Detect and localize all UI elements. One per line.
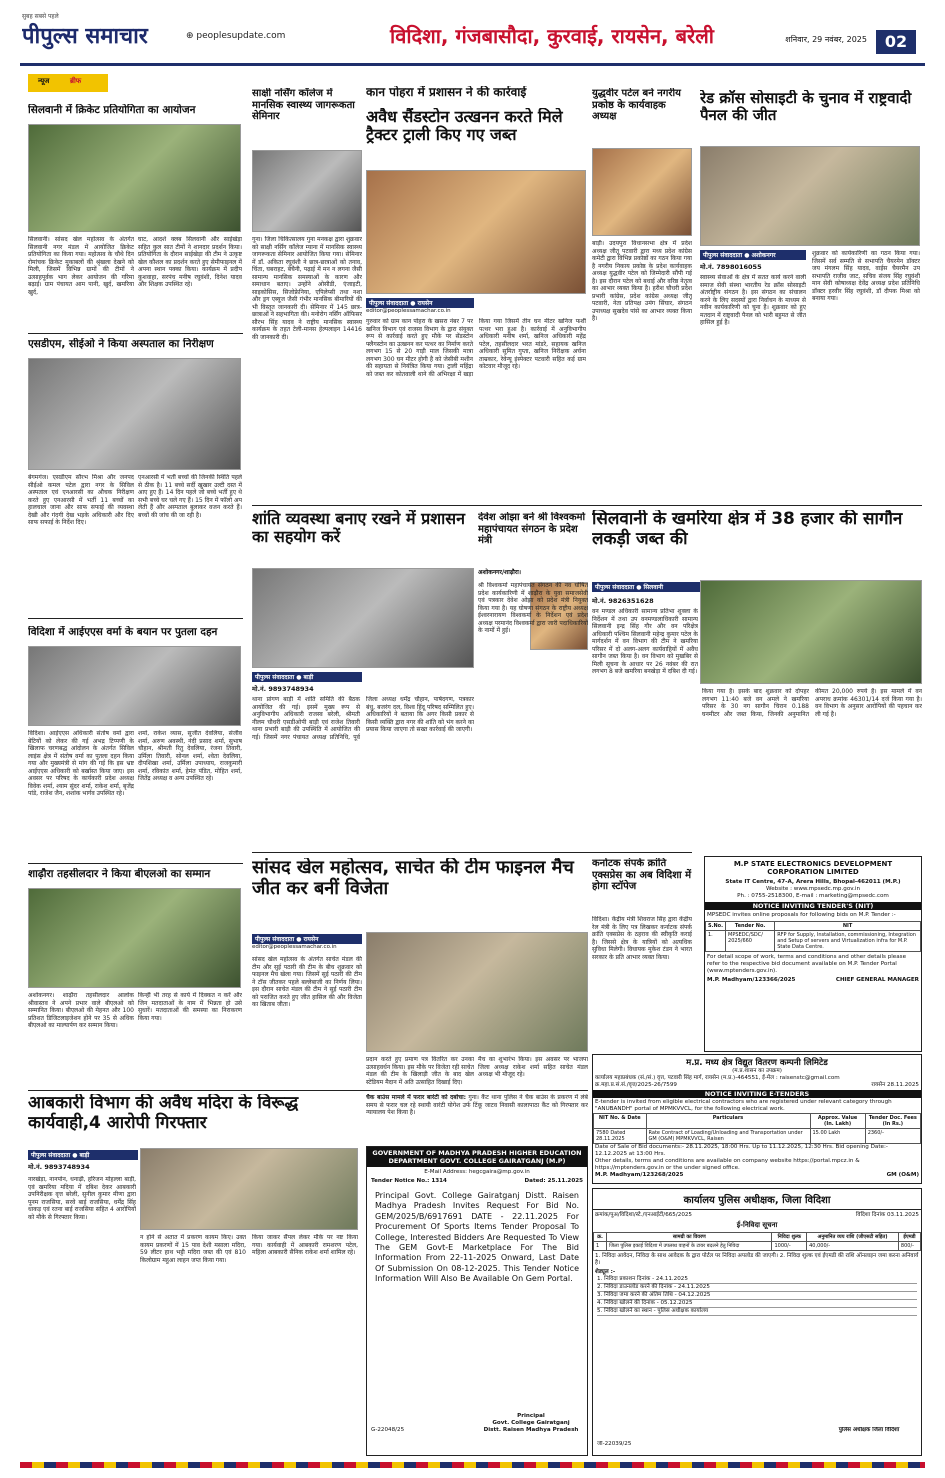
- college-dated: Dated: 25.11.2025: [524, 1177, 583, 1184]
- police-notice: ई-निविदा सूचना: [736, 1220, 778, 1229]
- s3-byline: पीपुल्स संवाददाता ● रायसेन: [366, 298, 474, 308]
- brand-logo[interactable]: [22, 12, 202, 52]
- college-sign2: Govt. College Gairatganj: [492, 1419, 570, 1426]
- cell: 40,000/-: [807, 1241, 899, 1250]
- police-refrow: [593, 1210, 921, 1221]
- mpvvcl-ad: [592, 1054, 922, 1184]
- s3-body: गुरुवार को ग्राम कान पोहरा के खसरा नंबर 7 पर खनिज विभाग एवं राजस्व विभाग के द्वारा संयुक्त रूप से कार्रवाई करते हुए मौके पर सेंडस्टोन फ्लैगस्टोन का उत्खनन कर पत्थर का निर्माण करते लगभग 15 से 20 गाड़ी माल जिसकी मात्रा लगभग 300 घन मीटर होगी है को जेसीबी मशीन की सहायता से नियंत्रित किया गया। ट्राली महिंद्रा को जब्त कर कोतवाली थाने की अभिरक्षा में खड़ा किया गया जिसमें तीन घन मीटर खनिज फर्शी पत्थर भरा हुआ है। कार्रवाई में अनुविभागीय अधिकारी मनीष शर्मा, खनिज अधिकारी महेंद्र पटेल, तहसीलदार भरत मांडरे, सहायक खनिज अधिकारी सुमित गुप्ता, खनिज निरीक्षक अर्चना ताम्रकार, रेवेन्यू इंस्पेक्टर पटवारी सहित कई ग्राम कोटवार मौजूद रहे।: [366, 318, 586, 378]
- s6-title: एसडीएम, सीईओ ने किया अस्पताल का निरीक्षण: [28, 338, 214, 350]
- s12-title: कर्नाटक संपर्क क्रांति एक्सप्रेस का अब विदिशा में होगा स्टॉपेज: [592, 858, 692, 892]
- mpsedc-ad: [704, 856, 922, 1052]
- s8-body: श्री विश्वकर्मा महापंचायत संगठन की नव घोषित प्रदेश कार्यकारिणी में शाढ़ौरा के युवा समाजसेवी एवं पत्रकार देवेश ओझा को प्रदेश मंत्री नियुक्त किया गया है। यह घोषणा संगठन के राष्ट्रीय अध्यक्ष ईश्वरनारायण विश्वकर्मा के निर्देशन एवं प्रदेश अध्यक्ष परमानंद विश्वकर्मा द्वारा जारी पदाधिकारियों के नामों में हुई।: [478, 582, 588, 634]
- footer-strip: [20, 1462, 925, 1468]
- mpvvcl-office: कार्यालय महाप्रबंधक (सं./सं.) वृत्त, पटवारी सिंह मार्ग, रायसेन (म.प्र.)-464551, ई-मेल : raisenstc@gmail.com: [595, 1074, 840, 1081]
- mpvvcl-madhyam: M.P. Madhyam/123268/2025: [595, 1171, 684, 1178]
- divider: [252, 505, 922, 506]
- mpsedc-footer: For detail scope of work, terms and conditions and other details please refer to the respective bid document available on M.P. Tender Portal (www.mptenders.gov.in).: [707, 953, 907, 974]
- col-value: Approx. Value (In. Lakh): [810, 1113, 865, 1128]
- col-item: सामग्री का विवरण: [607, 1232, 772, 1241]
- s9-photo: [700, 580, 922, 684]
- s11-photo: [366, 932, 588, 1052]
- mpvvcl-date: रायसेन 28.11.2025: [871, 1081, 919, 1088]
- s9-body: वन मण्डल अधिकारी सामान्य प्रतिभा शुक्ला के निर्देशन में तथा उप वनमण्डलाधिकारी सामान्य सिलवानी इन्द्र सिंह गौर और वन परिक्षेत्र अधिकारी पश्चिम सिलवानी महेन्द्र कुमार पटेल के मार्गदर्शन में वन विभाग की टीम ने खमरिया परिसर में दो अलग-अलग कार्यवाहियों में अवैध सागौन जब्त किया है। वन विभाग को मुखबिर से मिली सूचना के आधार पर 26 नवंबर की रात लगभग 8 बजे खमरिया बनखेड़ा में दबिश दी गई।: [592, 608, 698, 675]
- s10-title: विदिशा में आईएएस वर्मा के बयान पर पुतला दहन: [28, 626, 218, 638]
- table-row: [706, 930, 921, 951]
- s11-body: सांसद खेल महोत्सव के अंतर्गत साचेत मंडल की टीम और सुई पठारी की टीम के बीच शुक्रवार को फाइनल मैच खेला गया। जिसमें सुई पठारी की टीम ने टॉस जीतकर पहले बल्लेबाजी का निर्णय लिया। इस दौरान साचेत मंडल की टीम ने सुई पठारी टीम को पराजित करते हुए जीत हासिल की और विजेता का खिताब जीता।: [252, 956, 362, 1008]
- divider: [28, 863, 243, 864]
- brand-name: पीपुल्स समाचार: [22, 24, 148, 49]
- cell: जिला पुलिस इकाई विदिशा में उपलब्ध वाहनों के टायर बदलने हेतु निविदा: [607, 1241, 772, 1250]
- schedule-row: 4. निविदा खोलने की दिनांक - 05.12.2025: [597, 1300, 917, 1308]
- police-schedule-list: [593, 1276, 921, 1316]
- divider: [28, 618, 243, 619]
- s6-body2: एनआरसी में भर्ती बच्चों की जिनकी स्थिति पहले से ठीक है। 11 बच्चे सर्दी खुखार उल्टी दस्त में आए हुए हैं। 14 दिन पहले जो बच्चे भर्ती हुए थे सभी बच्चे घर चले गए हैं। 15 दिन में फॉलो अप लेती हैं और अस्पताल बुलाकर वजन करते हैं। बच्चों की जांच की जा रही है।: [138, 474, 242, 519]
- s7-byline: पीपुल्स संवाददाता ● बाड़ी: [252, 672, 362, 682]
- schedule-row: 2. निविदा डाउनलोड करने की दिनांक - 24.11.2025: [597, 1284, 917, 1292]
- s5-phone: मो.नं. 7898016055: [700, 263, 762, 271]
- police-code: जी-22039/25: [597, 1441, 632, 1447]
- table-row: [594, 1241, 921, 1250]
- college-code: G-22048/25: [371, 1427, 405, 1433]
- s2-title: साक्षी नर्सिंग कॉलेज में मानसिक स्वास्थ्य जागरूकता सेमिनार: [252, 88, 355, 122]
- edition-title: विदिशा, गंजबासौदा, कुरवाई, रायसेन, बरेली: [390, 24, 714, 48]
- police-date: विदिशा दिनांक 03.11.2025: [855, 1212, 919, 1218]
- s9-phone: मो.नं. 9826351628: [592, 597, 654, 605]
- site-text: peoplesupdate.com: [196, 31, 286, 41]
- mpvvcl-body: E-tender is invited from eligible electrical contractors who are registered under relevant category through "ANUBANDH" portal of MPMKVVCL, for the following electrical work.: [595, 1098, 892, 1112]
- s3-title-b: अवैध सैंडस्टोन उत्खनन करते मिले ट्रैक्टर ट्राली किए गए जब्त: [366, 108, 563, 145]
- news-brief-a: न्यूज: [38, 77, 50, 85]
- college-title: GOVERNMENT OF MADHYA PRADESH HIGHER EDUCATION DEPARTMENT GOVT. COLLEGE GAIRATGANJ (M.P): [367, 1147, 587, 1167]
- police-title: कार्यालय पुलिस अधीक्षक, जिला विदिशा: [593, 1189, 921, 1210]
- mpvvcl-refrow: [593, 1082, 921, 1089]
- s13-body: अशोकनगर। शाढ़ौरा तहसीलदार आलोक श्रीवास्तव ने अपने प्रभार वाले बीएलओ को सम्मानित किया। बीएलओ की मेहनत और 100 प्रतिशत डिजिटलाइजेशन होने पर 35 से अधिक बीएलओ का माल्यार्पण कर सम्मान किया।: [28, 992, 134, 1029]
- s4-title: युद्धवीर पटेल बने नगरीय प्रकोष्ठ के कार्यवाहक अध्यक्ष: [592, 88, 681, 122]
- s7-phone: मो.नं. 9893748934: [252, 685, 314, 693]
- police-ad: [592, 1188, 922, 1456]
- col-fee: Tender Doc. Fees (In Rs.): [865, 1113, 920, 1128]
- mpsedc-title: M.P STATE ELECTRONICS DEVELOPMENT CORPORATION LIMITED: [733, 860, 893, 876]
- divider: [28, 1090, 588, 1091]
- college-tno: Tender Notice No.: 1314: [371, 1177, 447, 1184]
- s10-body2: शर्मा, राकेश व्यास, सुजीत देवलिया, संजीव शर्मा, अरुण अवस्थी, नंदी प्रसाद शर्मा, सुभाष चौहान, श्रीमती रितु देवलिया, रंजना तिवारी, उर्मिला तिवारी, सोनल शर्मा, श्वेता देवलिया, दीपशिखा शर्मा, उर्मिला उपाध्याय, राजकुमारी शर्मा, रविकांत शर्मा, हेमंत पंडित, मोहित शर्मा, जितेंद्र अध्यक्ष व अन्य उपस्थित रहे।: [138, 730, 242, 782]
- police-table: [593, 1232, 921, 1251]
- s1-body2: घाट, आदर्श क्लब सिलवानी और साईखेड़ा सहित कुल सात टीमों ने शानदार प्रदर्शन किया। प्रतियोगिता के दौरान साईखेड़ा की टीम ने उत्कृष्ट खेल कौशल का प्रदर्शन करते हुए सेमीफाइनल में अपना स्थान पक्का किया। कार्यक्रम में प्रदीप कुशवाहा, सरपंच मनीष रघुवंशी, दिनेश यादव और शिक्षक उपस्थित रहे।: [138, 236, 242, 288]
- cell: 7580 Dated 28.11.2025: [594, 1128, 647, 1143]
- s14-body3: किया जाकर सैंपल लेकर मौके पर नष्ट किया गया। कार्यवाही में आबकारी रामशरण पटेल, महिला आबकारी सैनिक राकेश शर्मा शामिल रहे।: [252, 1234, 358, 1256]
- s4-photo: [592, 148, 692, 236]
- college-body: Principal Govt. College Gairatganj Distt. Raisen Madhya Pradesh Invites Request For Bid No. GEM/2025/B/6917691 DATE - 22.11.2025 For Procurement Of Sports Items Tender Proposal To College, Interested Bidders Are Requested To View The GEM Govt-E Marketplace For The Bid Information From 22-11-2025 Onward, Last Date Of Submission On 08-12-2025. This Tender Notice Information Will Also Be Available On Gem Portal.: [375, 1190, 579, 1284]
- s13-body2: किन्हीं भी तरह से कार्य में दिक्कत न करें और जिन मतदाताओं के नाम में भिन्नता हो उसे सुधारें। मतदाताओं की समस्या का निराकरण किया गया।: [138, 992, 242, 1022]
- college-sign3: Distt. Raisen Madhya Pradesh: [483, 1426, 579, 1433]
- mpsedc-address: State IT Centre, 47-A, Arera Hills, Bhopal-462011 (M.P.): [725, 879, 901, 885]
- col-tender: Tender No.: [726, 921, 775, 930]
- mpvvcl-notice: NOTICE INVITING E-TENDERS: [593, 1090, 921, 1098]
- col-nit: NIT No. & Date: [594, 1113, 647, 1128]
- police-sched: शेड्यूल :-: [595, 1268, 616, 1275]
- s6-body: बेगमगंज। एसडीएम सौरभ मिश्रा और जनपद सीईओ कमल पटेल द्वारा नगर के सिविल अस्पताल एवं एनआरसी का औचक निरीक्षण करते हुए एनआरसी में भर्ती 11 बच्चों का हालचाल जाना और साफ सफाई की व्यवस्था देखी और गंदगी देख भड़के अधिकारी और दिए साफ सफाई के निर्देश दिए।: [28, 474, 134, 526]
- mpsedc-ref: M.P. Madhyam/123366/2025: [707, 976, 796, 983]
- s3-email: editor@peoplessamachar.co.in: [366, 308, 451, 314]
- schedule-row: 3. निविदा जमा करने की अंतिम तिथि - 04.12.2025: [597, 1292, 917, 1300]
- mpsedc-sign: CHIEF GENERAL MANAGER: [835, 976, 919, 983]
- s13-title: शाढ़ौरा तहसीलदार ने किया बीएलओ का सम्मान: [28, 868, 211, 880]
- masthead: [0, 0, 945, 70]
- mpvvcl-ref: क्र.महा.प्र.सं.सं./वृत्त/2025-26/7599: [595, 1081, 677, 1088]
- college-ad: [366, 1146, 588, 1456]
- cell: 15.00 Lakh: [810, 1128, 865, 1143]
- s12-body: विदिशा। केंद्रीय मंत्री शिवराज सिंह द्वारा केंद्रीय रेल मंत्री के लिए पत्र लिखकर कर्नाटक संपर्क क्रांति एक्सप्रेस के ठहराव की स्वीकृति कराई है। जिससे क्षेत्र के यात्रियों को अत्यधिक सुविधा मिलेगी। विधायक मुकेश टंडन ने भारत सरकार के प्रति आभार व्यक्त किया।: [592, 916, 692, 961]
- s14-body2: न होने से अतात में प्रकरण कायम किए। उक्त कायम प्रकरणों में 15 पाव देशी मसाला मदिरा, 59 लीटर हाथ भट्टी मदिरा जब्त की एवं 810 किलोग्राम महुआ लाहन जप्त किया गया।: [140, 1234, 246, 1264]
- col-emd: ईएमडी: [898, 1232, 920, 1241]
- mpsedc-phone: Ph. : 0755-2518300, E-mail : marketing@mpsedc.com: [737, 892, 889, 899]
- s11-email: editor@peoplessamachar.co.in: [252, 944, 337, 950]
- s8-title: देवेश ओझा बने श्री विश्वकर्मा महापंचायत संगठन के प्रदेश मंत्री: [478, 512, 586, 546]
- s10-body: विदिशा। आईएएस अधिकारी संतोष वर्मा द्वारा बेटियों को लेकर की गई अभद्र टिप्पणी के खिलाफ चरणबद्ध आंदोलन के अंतर्गत सिविल लाइंस क्षेत्र में संतोष वर्मा का पुतला दहन किया गया और मुख्यमंत्री से मांग की गई कि इस भ्रष्ट आईएएस अधिकारी को बर्खास्त किया जाए। इस अवसर पर परिषद के कार्यकारी प्रदेश अध्यक्ष विवेक शर्मा, श्याम सुंदर शर्मा, राकेश शर्मा, बृजेंद्र पांडे, राजेश जैन, शशांक भार्गव उपस्थित रहे।: [28, 730, 134, 797]
- cell: 1000/-: [772, 1241, 807, 1250]
- issue-date: शनिवार, 29 नवंबर, 2025: [785, 35, 867, 44]
- schedule-row: 1. निविदा प्रकाशन दिनांक - 24.11.2025: [597, 1276, 917, 1284]
- s9-byline: पीपुल्स संवाददाता ● सिलवानी: [592, 582, 700, 592]
- s11-body3: मैच का शुभारंभ किया। इस अवसर पर भाजपा जिला अध्यक्ष राकेश शर्मा सहित साचेत मंडल अध्यक्ष भी मौजूद रहे।: [478, 1056, 588, 1078]
- s11-title: सांसद खेल महोत्सव, साचेत की टीम फाइनल मैच जीत कर बनीं विजेता: [252, 858, 574, 899]
- s15-body: गुना। कैंट थाना पुलिस ने चैक बाउंस के प्रकरण में लंबे समय से फरार चल रहे स्थायी वारंटी योगेश उर्फ टिंकू जाटव निवासी कालापाठा कैंट को गिरफ्तार कर न्यायालय पेश किया है।: [366, 1094, 588, 1116]
- brand-tagline: सुबह सबसे पहले: [22, 13, 59, 20]
- col-particulars: Particulars: [646, 1113, 810, 1128]
- cell: 1.: [706, 930, 726, 951]
- mpvvcl-table: [593, 1113, 921, 1144]
- college-sign: [477, 1413, 585, 1434]
- s14-body: नारखेड़ा, नानपोन, धनाढ़ी, हरिजन मोहल्ला बाड़ी, एवं खमरिया मदिया में दबिश देकर आबकारी उपनिरीक्षक वृत्त बरेली, सुनील कुमार मीणा द्वारा पूनम राजसिया, सरवे बाई राजसिया, धर्मेंद्र सिंह धाकड़ एवं रतना बाई राजसिया सहित 4 आरोपियों को मौके से गिरफ्तार किया।: [28, 1176, 136, 1221]
- col-sno: S.No.: [706, 921, 726, 930]
- s7-body: थाना प्रांगण बाड़ी में शांति समिति की बैठक आयोजित की गई। इसमें मुख्य रूप से अनुविभागीय अधिकारी राजस्व बरेली, श्रीमती नीलम चौधरी एसडीओपी बाड़ी एवं राजेश तिवारी थाना प्रभारी बाड़ी की उपस्थिति में आयोजित की गई। जिसमें नगर पंचायत अध्यक्ष प्रतिनिधि, पूर्व जिला अध्यक्ष धर्मेंद्र चौहान, पार्षदगण, पत्रकार बंधु, बजरंग दल, विश्व हिंदू परिषद सम्मिलित हुए। अधिकारियों ने बताया कि अगर किसी प्रकार से किसी व्यक्ति द्वारा नगर की शांति को भंग करने का प्रयास किया जाएगा तो सख्त कार्रवाई की जाएगी।: [252, 696, 474, 741]
- s13-photo: [28, 888, 241, 988]
- cell: Rate Contract of Loading/Unloading and Transportation under GM (O&M) MPMKVVCL, Raisen: [646, 1128, 810, 1143]
- s9-title: सिलवानी के खमरिया क्षेत्र में 38 हजार की सागौन लकड़ी जब्त की: [592, 510, 903, 549]
- s5-body: स्वास्थ्य सेवाओं के क्षेत्र में सतत कार्य करने वाली समाज सेवी संस्था भारतीय रेड क्रॉस सोसाइटी अंतर्राष्ट्रीय संगठन है। इस संगठन का संचालन करने के लिए सदस्यों द्वारा निर्वाचन के माध्यम से नवीन कार्यकारिणी को चुना है। शुक्रवार को हुए मतदान में राष्ट्रवादी पैनल को भारी बहुमत से जीत हासिल हुई है।: [700, 274, 806, 326]
- mpsedc-notice: NOTICE INVITING TENDER'S (NIT): [705, 902, 921, 910]
- news-brief-tag: [28, 74, 108, 92]
- s14-phone: मो.नं. 9893748934: [28, 1163, 90, 1171]
- cell: 2360/-: [865, 1128, 920, 1143]
- s5-photo: [700, 146, 920, 246]
- mpvvcl-title: म.प्र. मध्य क्षेत्र विद्युत वितरण कम्पनी लिमिटेड: [686, 1058, 828, 1068]
- col-nit: NIT: [775, 921, 921, 930]
- s11-byline: पीपुल्स संवाददाता ● रायसेन: [252, 934, 362, 944]
- s6-photo: [28, 358, 241, 470]
- s15-block: [366, 1094, 588, 1142]
- news-brief-b: ब्रीफ: [70, 77, 82, 85]
- mpvvcl-dates: Date of Sale of Bid documents:- 28.11.2025, 18:00 Hrs. Up to 11.12.2025, 12:30 Hrs. Bid opening Date:- 12.12.2025 at 13:00 Hrs.: [595, 1143, 888, 1157]
- divider: [252, 852, 692, 853]
- s2-photo: [252, 150, 362, 232]
- s7-photo: [252, 568, 474, 668]
- cell: MPSEDC/SDC/ 2025/660: [726, 930, 775, 951]
- mpsedc-table: [705, 921, 921, 952]
- cell: RFP for Supply, Installation, commissioning, Integration and Setup of servers and Virtualization infra for M.P. State Data Centre.: [775, 930, 921, 951]
- s7-title: शांति व्यवस्था बनाए रखने में प्रशासन का सहयोग करें: [252, 510, 465, 547]
- cell: 800/-: [898, 1241, 920, 1250]
- table-row: [594, 1128, 921, 1143]
- mpsedc-sign-row: [705, 977, 921, 984]
- col-no: क्र.: [594, 1232, 607, 1241]
- s15-title: चैक बाउंस मामले में फरार बारंटी को दबोचा:: [366, 1094, 467, 1101]
- s11-body2: प्रदान करते हुए प्रमाण पत्र वितरित कर उनका उत्साहवर्धन किया। इस मौके पर विजेता रही साचेत मंडल की टीम के खिलाड़ी जीत के बाद खेल स्टेडियम मैदान में अति उत्साहित दिखाई दिए।: [366, 1056, 474, 1086]
- police-notes: 1. निविदा आवेदन, निविदा के साथ आवेदक के द्वारा पोर्टल पर निविदा अपलोड की जाएगी। 2. निविदा शुल्क एवं ईएमडी की राशि ऑनलाइन जमा करना अनिवार्य है।: [595, 1252, 919, 1266]
- cell: 1: [594, 1241, 607, 1250]
- s9-body2: किया गया है। इसके बाद शुक्रवार को दोपहर लगभग 11:40 बजे वन अमले ने खमरिया परिसर के 30 नग सागौन चिरान 0.188 घनमीटर और जब्त किया, जिनकी अनुमानित कीमत 20,000 रुपये है। इस मामले में वन अपराध क्रमांक 46301/14 दर्ज किया गया है। वन विभाग के अनुसार आरोपियों की पहचान कर ली गई है।: [702, 688, 922, 718]
- mpvvcl-sign: GM (O&M): [886, 1171, 919, 1178]
- divider: [28, 333, 243, 334]
- s2-body: गुना। जिला चिकित्सालय गुना मनकक्ष द्वारा शुक्रवार को साक्षी नर्सिंग कॉलेज म्याना में मानसिक स्वास्थ्य जागरूकता सेमिनार आयोजित किया गया। सेमिनार में डॉ. अकिता रघुवंशी ने छात्र-छात्राओं को तनाव, चिंता, घबराहट, बेचैनी, पढ़ाई में मन न लगना जैसी सामान्य मानसिक समस्याओं के कारण और समाधान बताए। उन्होंने ओसीडी, एंजाइटी, साइकोसिस, सिजोफ्रेनिया, एपिलेप्सी तथा नशा और ड्रग एब्यूज जैसी गंभीर मानसिक बीमारियों की भी विस्तृत जानकारी दी। सेमिनार में 145 छात्र-छात्राओं ने सहभागिता की। मनोरोग नर्सिंग ऑफिसर सौरभ सिंह यादव ने राष्ट्रीय मानसिक स्वास्थ्य कार्यक्रम के तहत टेली-मानस हेल्पलाइन 14416 की जानकारी दी।: [252, 236, 362, 341]
- s14-photo: [140, 1148, 358, 1230]
- s3-title-a: कान पोहरा में प्रशासन ने की कार्रवाई: [366, 86, 527, 99]
- col-amount: अनुमानित व्यय राशि (जीएसटी सहित): [807, 1232, 899, 1241]
- s1-title: सिलवानी में क्रिकेट प्रतियोगिता का आयोजन: [28, 104, 196, 116]
- mpvvcl-more: Other details, terms and conditions are available on company website https://portal.mpcz.in & https://mptenders.gov.in or the under signed office.: [595, 1157, 860, 1171]
- s4-body: बाड़ी। उदयपुरा विधानसभा क्षेत्र में प्रदेश अध्यक्ष जीतू पटवारी द्वारा मध्य प्रदेश कांग्रेस कमेटी द्वारा विभिन्न प्रकोष्ठों का गठन किया गया है नगरीय निकाय प्रकोष्ठ के प्रदेश कार्यवाहक अध्यक्ष युद्धवीर पटेल को जिम्मेदारी सौंपी गई है। इस दौरान पटेल को बधाई और वरिष्ठ नेतृत्व का आभार व्यक्त किया है। हरीश चौधरी प्रदेश प्रभारी कांग्रेस, प्रदेश कांग्रेस अध्यक्ष जीतू पटवारी, नेता प्रतिपक्ष उमंग सिंघार, संगठन उपाध्यक्ष सुखदेव पांसे का आभार व्यक्त किया है।: [592, 240, 692, 322]
- police-sign: पुलिस अधीक्षक जिला विदिशा: [838, 1427, 900, 1433]
- police-ref: क्रमांक/पुअ/विदिशा/स्टे./एनआईटी/665/2025: [595, 1212, 692, 1218]
- page-number: 02: [876, 30, 916, 54]
- s14-title: आबकारी विभाग की अवैध मदिरा के विरूद्ध कार्यवाही,4 आरोपी गिरफ्तार: [28, 1094, 299, 1133]
- globe-icon: ⊕: [186, 31, 197, 41]
- mpvvcl-sign-row: [593, 1172, 921, 1179]
- college-tender-row: [367, 1176, 587, 1187]
- schedule-row: 5. निविदा खोलने का स्थान - पुलिस अधीक्षक कार्यालय: [597, 1308, 917, 1316]
- s1-body: सिलवानी। सांसद खेल महोत्सव के अंतर्गत सिलवानी नगर मंडल में आयोजित क्रिकेट प्रतियोगिता का किया गया। महोत्सव के चौथे दिन रोमांचक क्रिकेट मुकाबलों की श्रृंखला देखने को मिली, जिसमें विभिन्न ग्रामों की टीमों ने उत्साहपूर्वक भाग लेकर आयोजन की गरिमा बढ़ाई। ग्राम पंचायत आम पानी, खुर्द, खमरिया खुर्द,: [28, 236, 134, 296]
- s5-byline: पीपुल्स संवाददाता ● अशोकनगर: [700, 250, 806, 260]
- s14-byline: पीपुल्स संवाददाता ● बाड़ी: [28, 1150, 138, 1160]
- site-url[interactable]: [186, 31, 296, 45]
- s10-photo: [28, 646, 241, 726]
- s8-byline: अशोकनगर/शाढ़ौरा।: [478, 569, 522, 576]
- masthead-rule: [20, 63, 925, 66]
- s5-title: रेड क्रॉस सोसाइटी के चुनाव में राष्ट्रवादी पैनल की जीत: [700, 90, 912, 125]
- col-fee: निविदा शुल्क: [772, 1232, 807, 1241]
- s1-photo: [28, 124, 241, 232]
- mpsedc-website[interactable]: Website : www.mpsedc.mp.gov.in: [766, 885, 860, 892]
- mpsedc-intro: MPSEDC invites online proposals for following bids on M.P. Tender :-: [707, 911, 896, 918]
- mpvvcl-sub: (म.प्र.शासन का उपक्रम): [732, 1068, 782, 1074]
- s3-photo: [366, 170, 586, 294]
- college-email: E-Mail Address: hegcgaira@mp.gov.in: [424, 1169, 530, 1175]
- college-sign1: Principal: [517, 1413, 545, 1419]
- s5-body2: शुक्रवार को कार्यकारिणी का गठन किया गया। जिसमें सर्व सम्मति से सभापति चैयरमेन डॉक्टर जय मंगलम सिंह यादव, वाईस चैयरमैन उप सभापति राजीव जाट, सचिव संजय सिंह रघुवंशी मान सेवी कोषाध्यक्ष देवेंद्र अध्यक्ष प्रदेश प्रतिनिधि डॉक्टर हरवीर सिंह रघुवंशी, डॉ दीपक मिश्रा को बनाया गया।: [812, 250, 920, 302]
